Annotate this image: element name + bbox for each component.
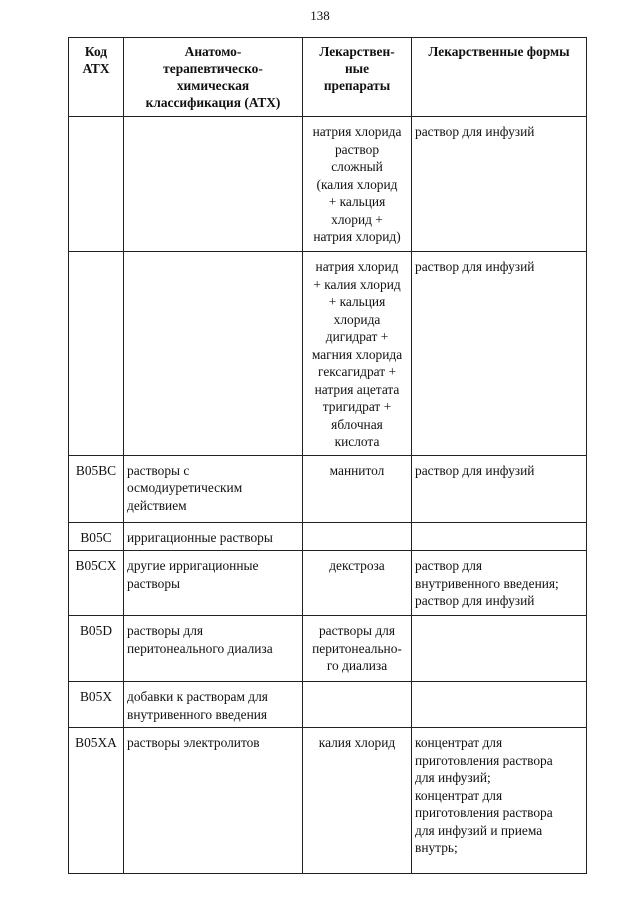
medicine-cell: [303, 682, 412, 728]
dosage-form-cell: [412, 522, 587, 551]
medicine-cell: маннитол: [303, 455, 412, 522]
classification-cell: добавки к растворам для внутривенного введения: [124, 682, 303, 728]
atx-table: [68, 37, 587, 874]
medicine-cell: декстроза: [303, 551, 412, 616]
medicine-cell: натрия хлорида раствор сложный (калия хлорид + кальция хлорид + натрия хлорид): [303, 117, 412, 252]
classification-cell: [124, 117, 303, 252]
dosage-form-cell: концентрат для приготовления раствора для инфузий; концентрат для приготовления раствора для инфузий и приема внутрь;: [412, 728, 587, 874]
atx-code-cell: B05X: [69, 682, 124, 728]
atx-code-cell: B05CX: [69, 551, 124, 616]
table-header-row: [69, 38, 587, 117]
atx-code-cell: [69, 117, 124, 252]
dosage-form-cell: раствор для инфузий: [412, 117, 587, 252]
dosage-form-cell: раствор для инфузий: [412, 252, 587, 456]
table-row: [69, 117, 587, 252]
table-row: [69, 551, 587, 616]
table-row: [69, 252, 587, 456]
atx-code-cell: B05BC: [69, 455, 124, 522]
header-atx-classification: Анатомо- терапевтическо- химическая классификация (АТХ): [124, 38, 303, 117]
classification-cell: ирригационные растворы: [124, 522, 303, 551]
atx-code-cell: B05XA: [69, 728, 124, 874]
dosage-form-cell: раствор для инфузий: [412, 455, 587, 522]
header-medicines: Лекарствен- ные препараты: [303, 38, 412, 117]
dosage-form-cell: раствор для внутривенного введения; раствор для инфузий: [412, 551, 587, 616]
table-row: [69, 455, 587, 522]
medicine-cell: [303, 522, 412, 551]
atx-code-cell: B05C: [69, 522, 124, 551]
dosage-form-cell: [412, 682, 587, 728]
classification-cell: [124, 252, 303, 456]
table-row: [69, 728, 587, 874]
medicine-cell: растворы для перитонеально- го диализа: [303, 616, 412, 682]
atx-code-cell: B05D: [69, 616, 124, 682]
table-row: [69, 682, 587, 728]
classification-cell: другие ирригационные растворы: [124, 551, 303, 616]
medicine-cell: калия хлорид: [303, 728, 412, 874]
header-dosage-forms: Лекарственные формы: [412, 38, 587, 117]
dosage-form-cell: [412, 616, 587, 682]
classification-cell: растворы электролитов: [124, 728, 303, 874]
classification-cell: растворы с осмодиуретическим действием: [124, 455, 303, 522]
table-row: [69, 522, 587, 551]
atx-code-cell: [69, 252, 124, 456]
header-atx-code: Код АТХ: [69, 38, 124, 117]
medicine-cell: натрия хлорид + калия хлорид + кальция хлорида дигидрат + магния хлорида гексагидрат + натрия ацетата тригидрат + яблочная кислота: [303, 252, 412, 456]
table-row: [69, 616, 587, 682]
page-number: 138: [310, 8, 330, 23]
classification-cell: растворы для перитонеального диализа: [124, 616, 303, 682]
